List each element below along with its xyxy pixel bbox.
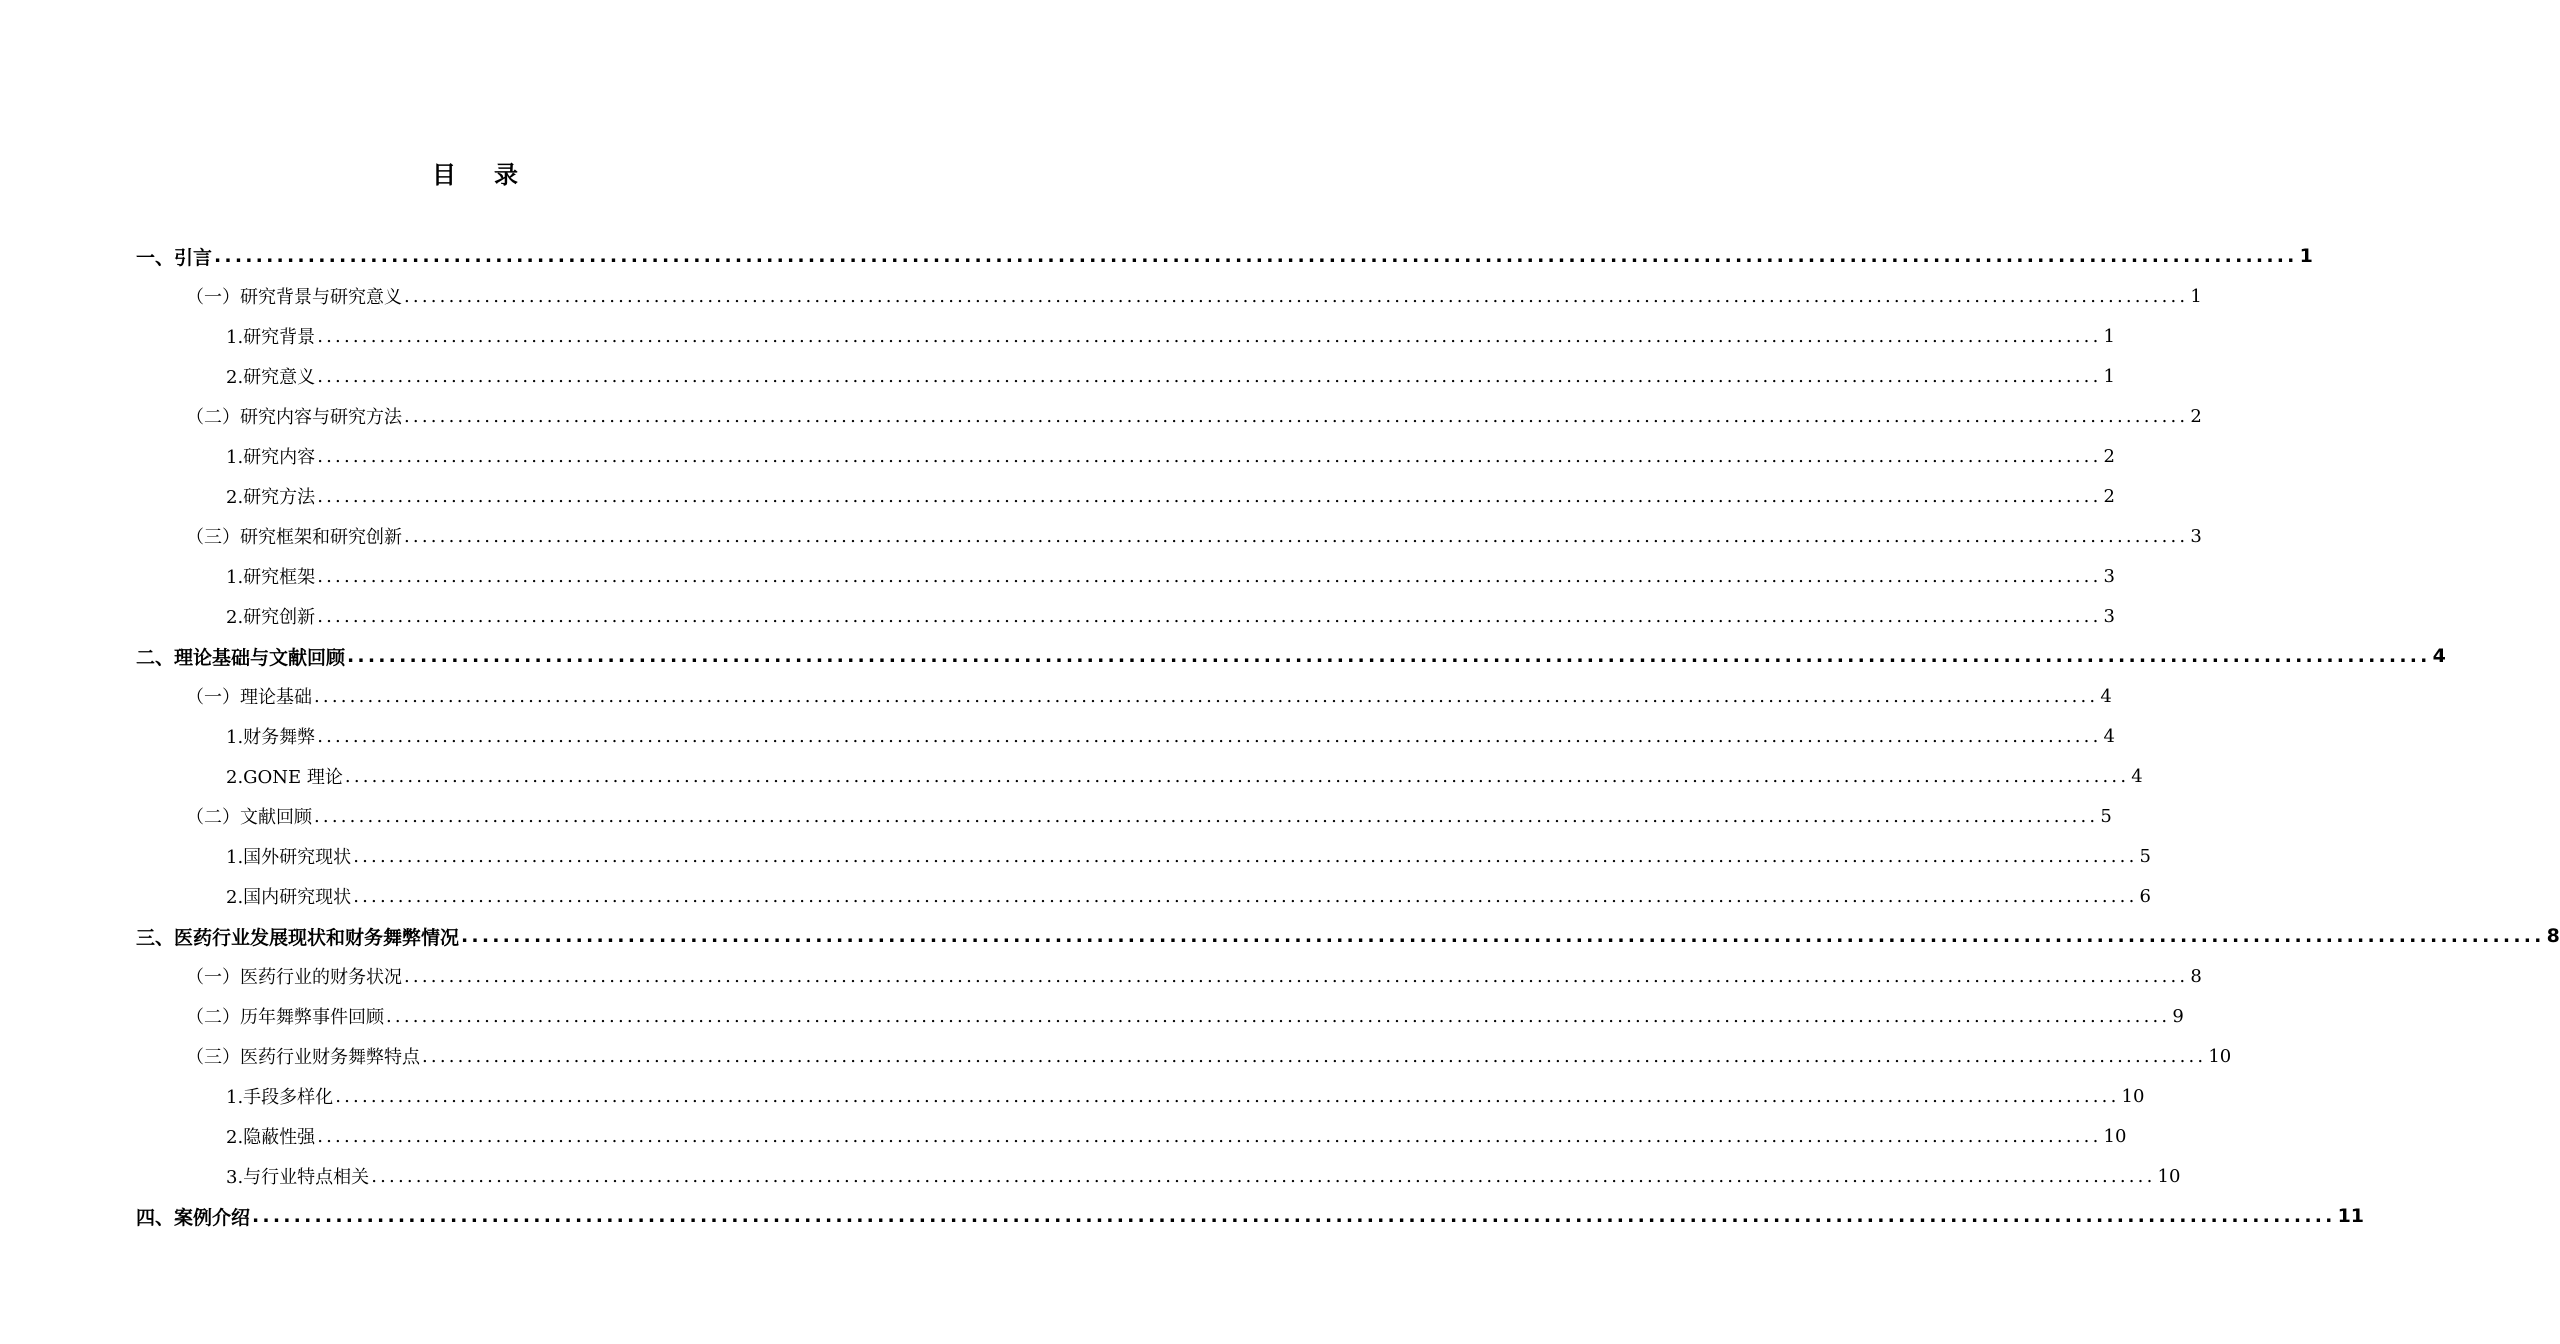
toc-entry-level-3[interactable] xyxy=(0,476,2115,516)
table-of-contents xyxy=(0,236,2560,1236)
toc-entry-level-3[interactable] xyxy=(0,836,2151,876)
toc-entry-level-3[interactable] xyxy=(0,436,2115,476)
toc-entry-level-2[interactable] xyxy=(0,516,2202,556)
toc-entry-level-1[interactable] xyxy=(0,1196,2365,1236)
dot-leader: ........................................................................................................................................................................................................ xyxy=(353,845,2138,867)
page-title: 目录 xyxy=(432,161,556,189)
dot-leader: ........................................................................................................................................................................................................ xyxy=(317,725,2102,747)
dot-leader: ........................................................................................................................................................................................................ xyxy=(353,885,2138,907)
toc-entry-page-number: 2 xyxy=(2103,485,2115,507)
toc-entry-page-number: 6 xyxy=(2139,885,2151,907)
toc-entry-level-1[interactable] xyxy=(0,636,2446,676)
dot-leader: ........................................................................................................................................................................................................ xyxy=(314,685,2099,707)
toc-entry-page-number: 4 xyxy=(2103,725,2115,747)
dot-leader: ........................................................................................................................................................................................................ xyxy=(347,645,2431,667)
dot-leader: ........................................................................................................................................................................................................ xyxy=(317,445,2102,467)
toc-entry-level-2[interactable] xyxy=(0,796,2112,836)
toc-entry-page-number: 1 xyxy=(2190,285,2202,307)
toc-entry-page-number: 10 xyxy=(2208,1045,2232,1067)
toc-entry-page-number: 3 xyxy=(2190,525,2202,547)
toc-entry-page-number: 1 xyxy=(2103,325,2115,347)
toc-entry-level-3[interactable] xyxy=(0,876,2151,916)
toc-entry-label: （一）理论基础 xyxy=(186,687,312,708)
toc-entry-page-number: 11 xyxy=(2337,1205,2365,1227)
toc-entry-label: 1.财务舞弊 xyxy=(226,727,316,748)
toc-entry-label: 1.国外研究现状 xyxy=(226,847,352,868)
toc-entry-level-2[interactable] xyxy=(0,676,2112,716)
toc-entry-level-3[interactable] xyxy=(0,1156,2181,1196)
toc-entry-label: 3.与行业特点相关 xyxy=(226,1167,370,1188)
toc-entry-label: 三、医药行业发展现状和财务舞弊情况 xyxy=(136,926,460,949)
toc-entry-level-3[interactable] xyxy=(0,1076,2145,1116)
dot-leader: ........................................................................................................................................................................................................ xyxy=(422,1045,2207,1067)
toc-entry-level-3[interactable] xyxy=(0,596,2115,636)
dot-leader: ........................................................................................................................................................................................................ xyxy=(344,765,2130,787)
toc-entry-label: （三）研究框架和研究创新 xyxy=(186,527,402,548)
toc-entry-page-number: 2 xyxy=(2190,405,2202,427)
toc-entry-label: 2.GONE 理论 xyxy=(226,767,343,788)
dot-leader: ........................................................................................................................................................................................................ xyxy=(314,805,2099,827)
toc-entry-page-number: 5 xyxy=(2100,805,2112,827)
toc-entry-page-number: 10 xyxy=(2121,1085,2145,1107)
toc-entry-page-number: 4 xyxy=(2432,645,2446,667)
toc-entry-page-number: 10 xyxy=(2157,1165,2181,1187)
toc-entry-label: 一、引言 xyxy=(136,246,213,269)
toc-entry-page-number: 5 xyxy=(2139,845,2151,867)
toc-entry-label: （一）医药行业的财务状况 xyxy=(186,967,402,988)
toc-entry-label: 二、理论基础与文献回顾 xyxy=(136,646,346,669)
toc-entry-label: 1.研究内容 xyxy=(226,447,316,468)
dot-leader: ........................................................................................................................................................................................................ xyxy=(317,325,2102,347)
toc-entry-label: 四、案例介绍 xyxy=(136,1206,251,1229)
dot-leader: ........................................................................................................................................................................................................ xyxy=(461,925,2545,947)
toc-entry-level-2[interactable] xyxy=(0,1036,2232,1076)
toc-entry-label: 2.国内研究现状 xyxy=(226,887,352,908)
toc-entry-level-2[interactable] xyxy=(0,396,2202,436)
toc-entry-label: 1.手段多样化 xyxy=(226,1087,334,1108)
toc-entry-level-2[interactable] xyxy=(0,996,2184,1036)
toc-entry-label: （三）医药行业财务舞弊特点 xyxy=(186,1047,420,1068)
toc-entry-page-number: 2 xyxy=(2103,445,2115,467)
toc-entry-label: 2.研究意义 xyxy=(226,367,316,388)
toc-entry-level-2[interactable] xyxy=(0,956,2202,996)
dot-leader: ........................................................................................................................................................................................................ xyxy=(317,605,2102,627)
toc-entry-label: 1.研究框架 xyxy=(226,567,316,588)
toc-entry-level-1[interactable] xyxy=(0,916,2560,956)
dot-leader: ........................................................................................................................................................................................................ xyxy=(371,1165,2156,1187)
toc-entry-page-number: 3 xyxy=(2103,605,2115,627)
dot-leader: ........................................................................................................................................................................................................ xyxy=(404,965,2189,987)
toc-entry-page-number: 8 xyxy=(2190,965,2202,987)
dot-leader: ........................................................................................................................................................................................................ xyxy=(404,285,2189,307)
dot-leader: ........................................................................................................................................................................................................ xyxy=(317,485,2102,507)
dot-leader: ........................................................................................................................................................................................................ xyxy=(252,1205,2336,1227)
toc-entry-label: （二）研究内容与研究方法 xyxy=(186,407,402,428)
toc-entry-label: 2.隐蔽性强 xyxy=(226,1127,316,1148)
toc-entry-label: 2.研究创新 xyxy=(226,607,316,628)
toc-entry-level-2[interactable] xyxy=(0,276,2202,316)
toc-entry-page-number: 1 xyxy=(2103,365,2115,387)
toc-entry-level-3[interactable] xyxy=(0,716,2115,756)
toc-entry-page-number: 10 xyxy=(2103,1125,2127,1147)
toc-entry-level-3[interactable] xyxy=(0,316,2115,356)
dot-leader: ........................................................................................................................................................................................................ xyxy=(386,1005,2171,1027)
toc-entry-level-3[interactable] xyxy=(0,1116,2127,1156)
toc-entry-label: （一）研究背景与研究意义 xyxy=(186,287,402,308)
dot-leader: ........................................................................................................................................................................................................ xyxy=(214,245,2298,267)
toc-entry-label: 2.研究方法 xyxy=(226,487,316,508)
toc-entry-page-number: 9 xyxy=(2172,1005,2184,1027)
toc-entry-level-3[interactable] xyxy=(0,356,2115,396)
toc-entry-page-number: 4 xyxy=(2100,685,2112,707)
toc-entry-label: （二）历年舞弊事件回顾 xyxy=(186,1007,384,1028)
dot-leader: ........................................................................................................................................................................................................ xyxy=(404,405,2189,427)
toc-entry-page-number: 4 xyxy=(2131,765,2143,787)
toc-entry-page-number: 1 xyxy=(2299,245,2313,267)
toc-entry-level-3[interactable] xyxy=(0,756,2143,796)
toc-entry-label: （二）文献回顾 xyxy=(186,807,312,828)
dot-leader: ........................................................................................................................................................................................................ xyxy=(317,1125,2102,1147)
toc-entry-page-number: 3 xyxy=(2103,565,2115,587)
dot-leader: ........................................................................................................................................................................................................ xyxy=(335,1085,2120,1107)
dot-leader: ........................................................................................................................................................................................................ xyxy=(317,565,2102,587)
toc-entry-label: 1.研究背景 xyxy=(226,327,316,348)
toc-entry-level-3[interactable] xyxy=(0,556,2115,596)
dot-leader: ........................................................................................................................................................................................................ xyxy=(317,365,2102,387)
dot-leader: ........................................................................................................................................................................................................ xyxy=(404,525,2189,547)
toc-entry-page-number: 8 xyxy=(2546,925,2560,947)
toc-entry-level-1[interactable] xyxy=(0,236,2313,276)
